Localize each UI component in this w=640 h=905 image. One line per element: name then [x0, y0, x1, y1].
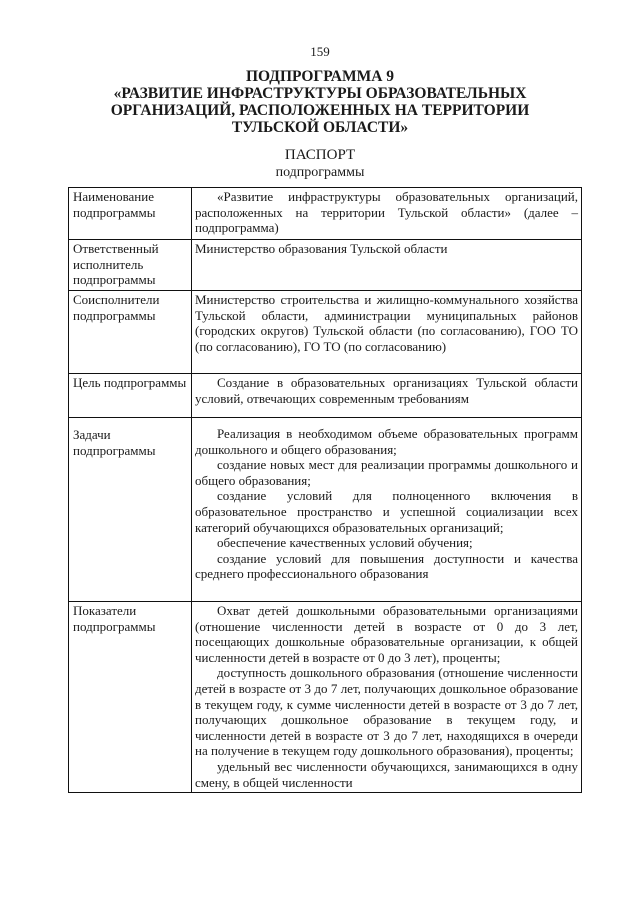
table-row — [69, 374, 582, 418]
row-label: Цель подпрограммы — [69, 374, 192, 418]
passport-heading-block — [0, 147, 640, 181]
subprogram-title — [40, 68, 600, 136]
table-row — [69, 291, 582, 374]
table-row — [69, 602, 582, 793]
value-paragraph: «Развитие инфраструктуры образовательных организаций, расположенных на территории Тульской области» (далее – подпрограмма) — [195, 189, 578, 236]
row-label: Наименование подпрограммы — [69, 188, 192, 240]
title-line-1: ПОДПРОГРАММА 9 — [245, 68, 395, 85]
value-paragraph: обеспечение качественных условий обучения; — [217, 535, 473, 551]
row-value — [192, 418, 582, 602]
title-line-2: «РАЗВИТИЕ ИНФРАСТРУКТУРЫ ОБРАЗОВАТЕЛЬНЫХ — [113, 85, 527, 102]
value-paragraph: создание условий для полноценного включения в образовательное пространство и успешной социализации всех категорий обучающихся образовательных организаций; — [195, 488, 578, 535]
table-row — [69, 240, 582, 291]
passport-table — [68, 187, 582, 793]
passport-subheading: подпрограммы — [275, 165, 365, 180]
row-value — [192, 602, 582, 793]
value-paragraph: Создание в образовательных организациях Тульской области условий, отвечающих современным требованиям — [195, 375, 578, 406]
value-paragraph: доступность дошкольного образования (отношение численности детей в возрасте от 3 до 7 лет, получающих дошкольное образование в текущем году, к сумме численности детей в возрасте от 3 до 7 лет, получающих дошкольное образование в текущем году, и численности детей в возрасте от 3 до 7 лет, находящихся в очереди на получение в текущем году дошкольного образования), проценты; — [195, 665, 578, 759]
row-label: Ответственный исполнитель подпрограммы — [69, 240, 192, 291]
row-label: Показатели подпрограммы — [69, 602, 192, 793]
value-paragraph: создание условий для повышения доступности и качества среднего профессионального образования — [195, 550, 578, 582]
value-paragraph: Реализация в необходимом объеме образовательных программ дошкольного и общего образования; — [195, 426, 578, 457]
value-paragraph: Министерство строительства и жилищно-коммунального хозяйства Тульской области, администрации муниципальных районов (городских округов) Тульской области (по согласованию), ГОО ТО (по согласованию), ГО ТО (по согласованию) — [195, 292, 578, 354]
table-row — [69, 418, 582, 602]
title-line-3: ОРГАНИЗАЦИЙ, РАСПОЛОЖЕННЫХ НА ТЕРРИТОРИИ — [110, 102, 530, 119]
row-value — [192, 374, 582, 418]
value-paragraph: Министерство образования Тульской области — [195, 241, 448, 256]
passport-heading: ПАСПОРТ — [284, 147, 356, 163]
value-paragraph: удельный вес численности обучающихся, занимающихся в одну смену, в общей численности — [195, 758, 578, 790]
row-label: Соисполнители подпрограммы — [69, 291, 192, 374]
value-paragraph: Охват детей дошкольными образовательными организациями (отношение численности детей в возрасте от 0 до 3 лет, посещающих дошкольные образовательные организации, к общей численности детей в возрасте от 0 до 3 лет), проценты; — [195, 603, 578, 665]
row-value — [192, 291, 582, 374]
row-value — [192, 240, 582, 291]
table-row — [69, 188, 582, 240]
row-value — [192, 188, 582, 240]
row-label: Задачи подпрограммы — [69, 418, 192, 602]
title-line-4: ТУЛЬСКОЙ ОБЛАСТИ» — [231, 119, 409, 136]
value-paragraph: создание новых мест для реализации программы дошкольного и общего образования; — [195, 457, 578, 488]
page-number: 159 — [310, 44, 330, 59]
